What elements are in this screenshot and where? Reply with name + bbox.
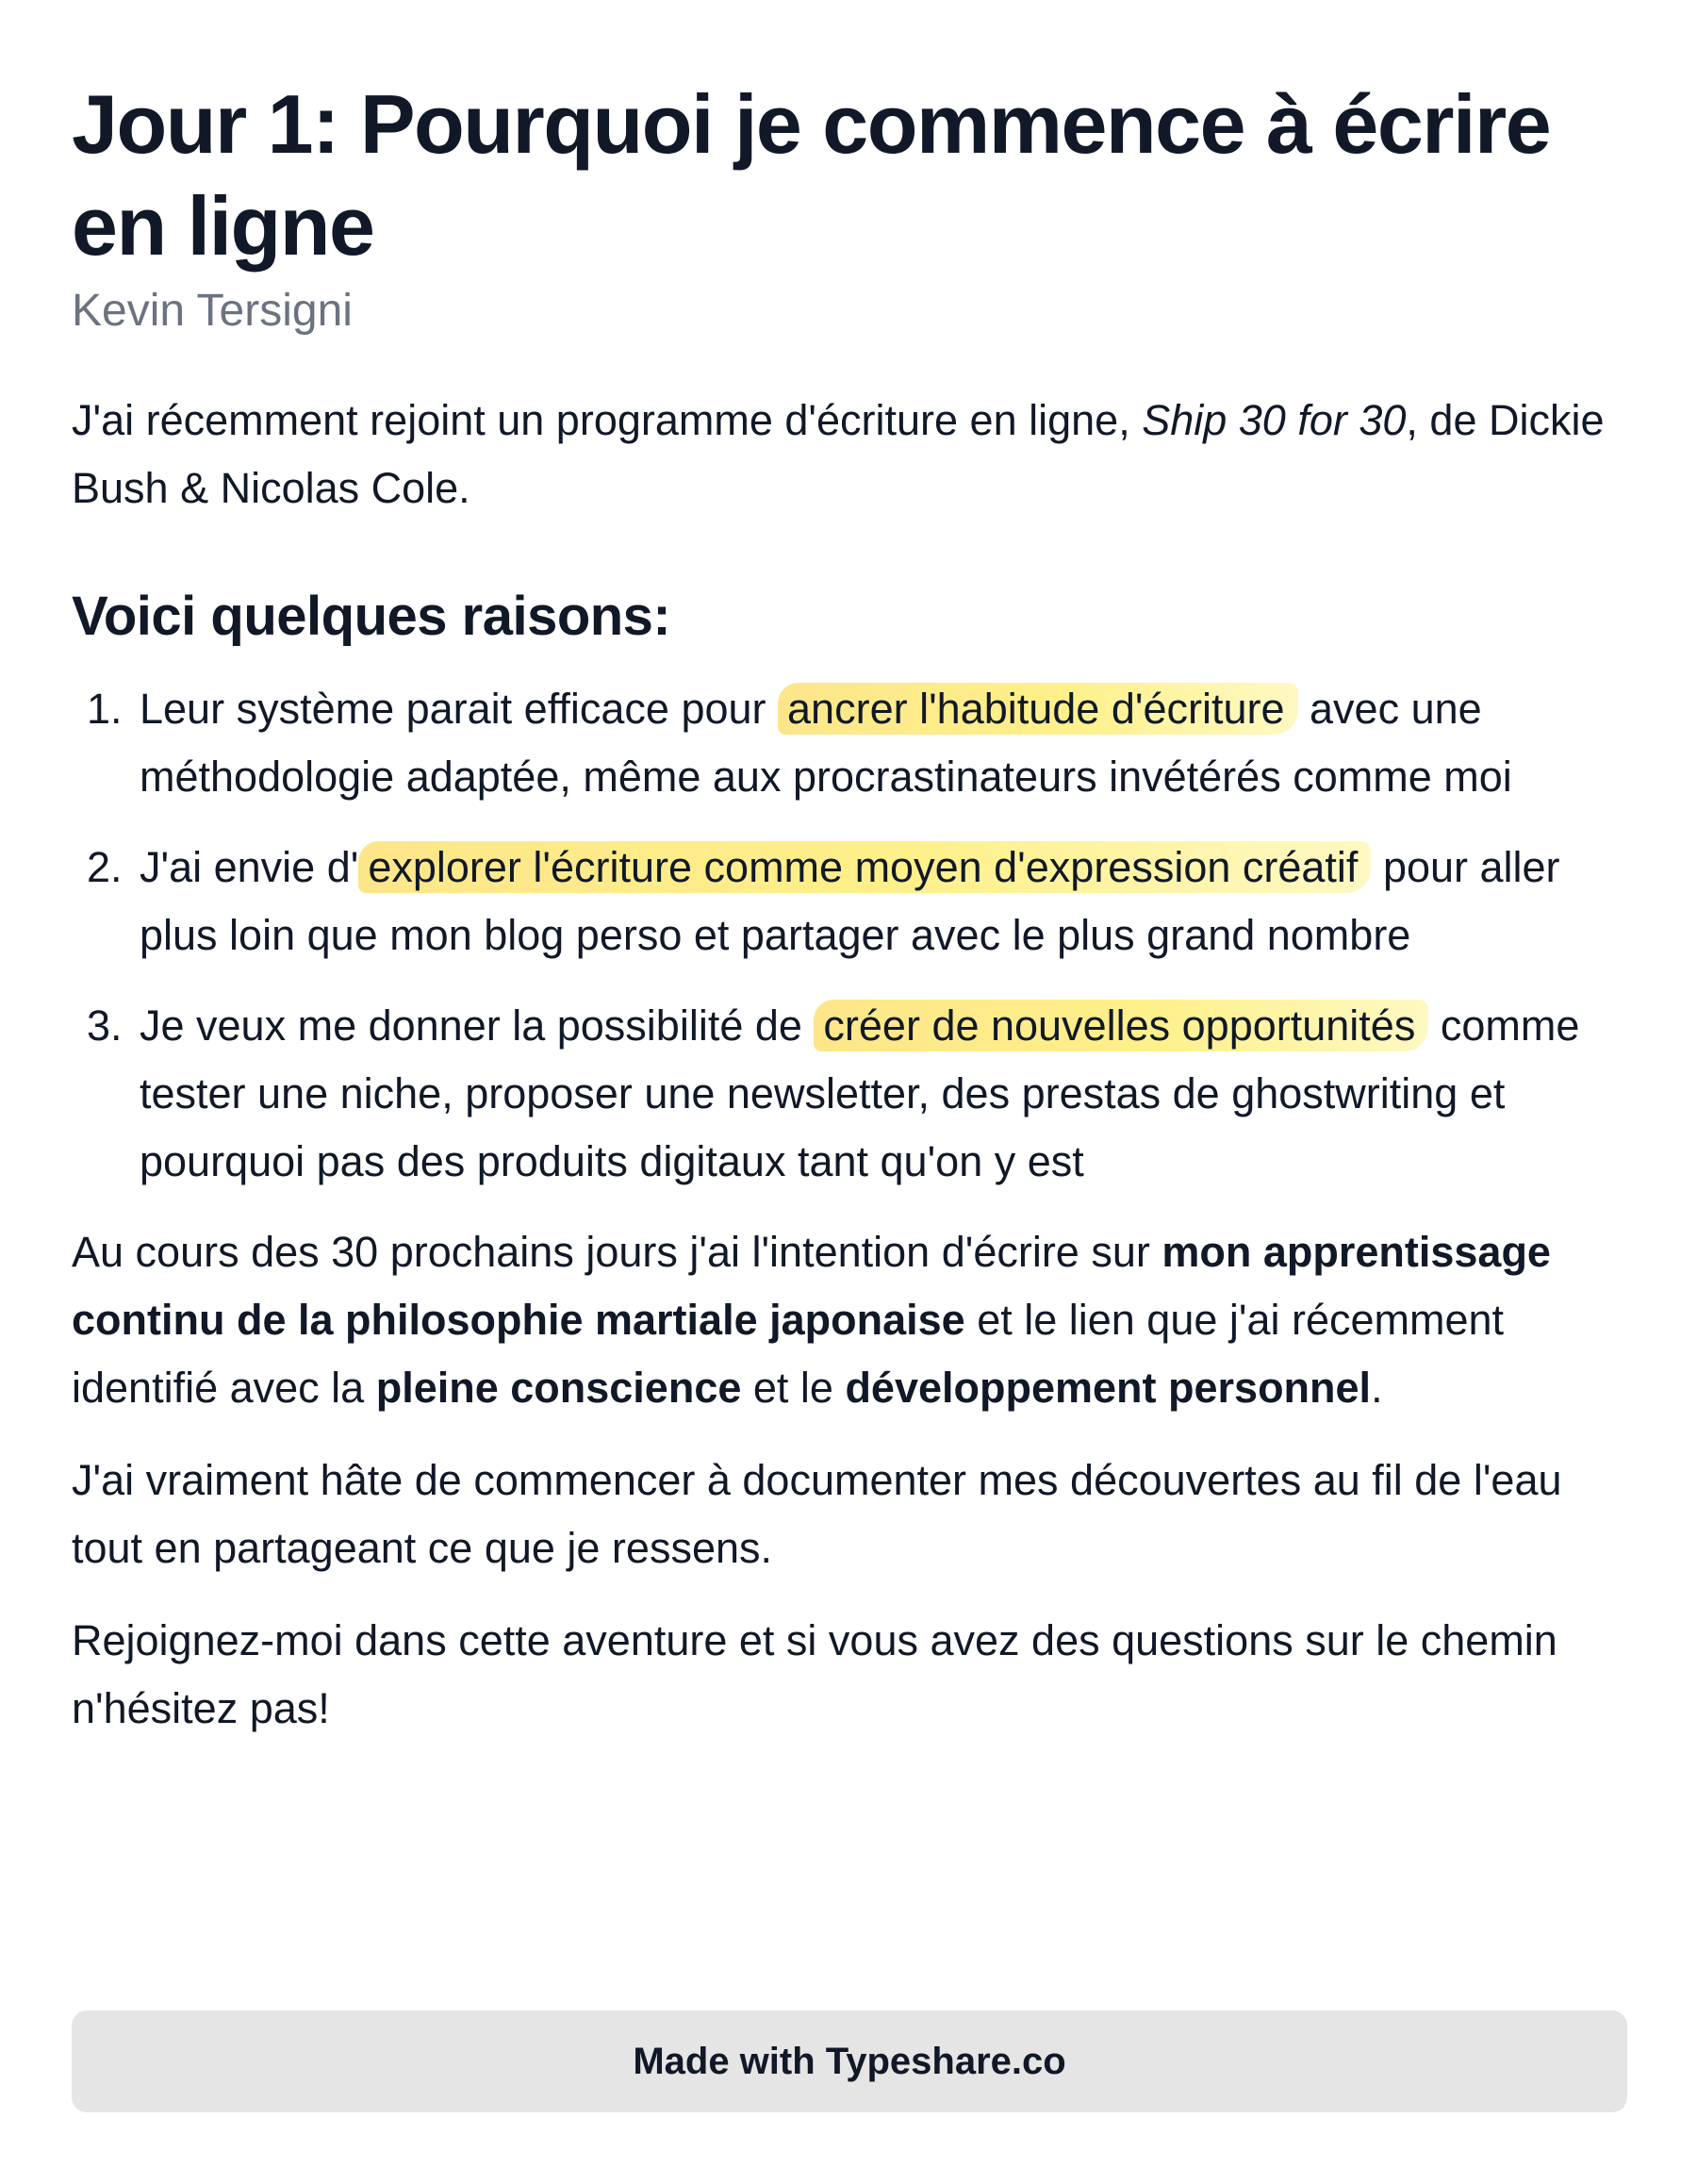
invitation-paragraph: Rejoignez-moi dans cette aventure et si vous avez des questions sur le chemin n'hésitez pas! (72, 1616, 1557, 1732)
excitement-paragraph: J'ai vraiment hâte de commencer à documenter mes découvertes au fil de l'eau tout en partageant ce que je ressens. (72, 1456, 1562, 1572)
post (72, 74, 1627, 1743)
intro-text-before: J'ai récemment rejoint un programme d'écriture en ligne, (72, 396, 1143, 444)
plan-bold-topic: pleine conscience (375, 1364, 742, 1412)
post-title: Jour 1: Pourquoi je commence à écrire en ligne (72, 77, 1551, 273)
list-item (72, 992, 1627, 1196)
list-text: J'ai envie d' (140, 843, 359, 891)
reasons-list (72, 675, 1627, 1196)
author-name: Kevin Tersigni (72, 286, 353, 336)
list-item (72, 675, 1627, 811)
plan-bold-topic: mon apprentissage continu de la philosophie martiale japonaise (72, 1228, 1551, 1344)
list-number: 1. (87, 685, 123, 733)
list-text: Leur système parait efficace pour (140, 685, 779, 733)
intro-paragraph (72, 387, 1627, 522)
list-text: Je veux me donner la possibilité de (140, 1001, 815, 1050)
plan-paragraph (72, 1218, 1627, 1422)
plan-text: . (1371, 1364, 1383, 1412)
list-number: 2. (87, 843, 123, 891)
plan-text: et le lien que j'ai récemment identifié avec la (72, 1296, 1505, 1412)
typeshare-footer-badge[interactable] (72, 2010, 1627, 2112)
footer-label: Made with Typeshare.co (633, 2040, 1066, 2082)
plan-text: et le (741, 1364, 846, 1412)
plan-bold-topic: développement personnel (845, 1364, 1372, 1412)
list-item (72, 834, 1627, 969)
intro-text-after: , de Dickie Bush & Nicolas Cole. (72, 396, 1605, 512)
plan-text: Au cours des 30 prochains jours j'ai l'intention d'écrire sur (72, 1228, 1162, 1276)
list-text: avec une méthodologie adaptée, même aux procrastinateurs invétérés comme moi (140, 685, 1512, 801)
list-number: 3. (87, 1001, 123, 1050)
highlighted-text: créer de nouvelles opportunités (814, 1000, 1428, 1051)
list-text: pour aller plus loin que mon blog perso et partager avec le plus grand nombre (140, 843, 1560, 959)
program-name: Ship 30 for 30 (1142, 396, 1407, 444)
list-text: comme tester une niche, proposer une newsletter, des prestas de ghostwriting et pourquoi pas des produits digitaux tant qu'on y est (140, 1001, 1580, 1185)
highlighted-text: ancrer l'habitude d'écriture (778, 683, 1297, 735)
highlighted-text: explorer l'écriture comme moyen d'expression créatif (358, 841, 1371, 893)
reasons-heading: Voici quelques raisons: (72, 586, 671, 647)
